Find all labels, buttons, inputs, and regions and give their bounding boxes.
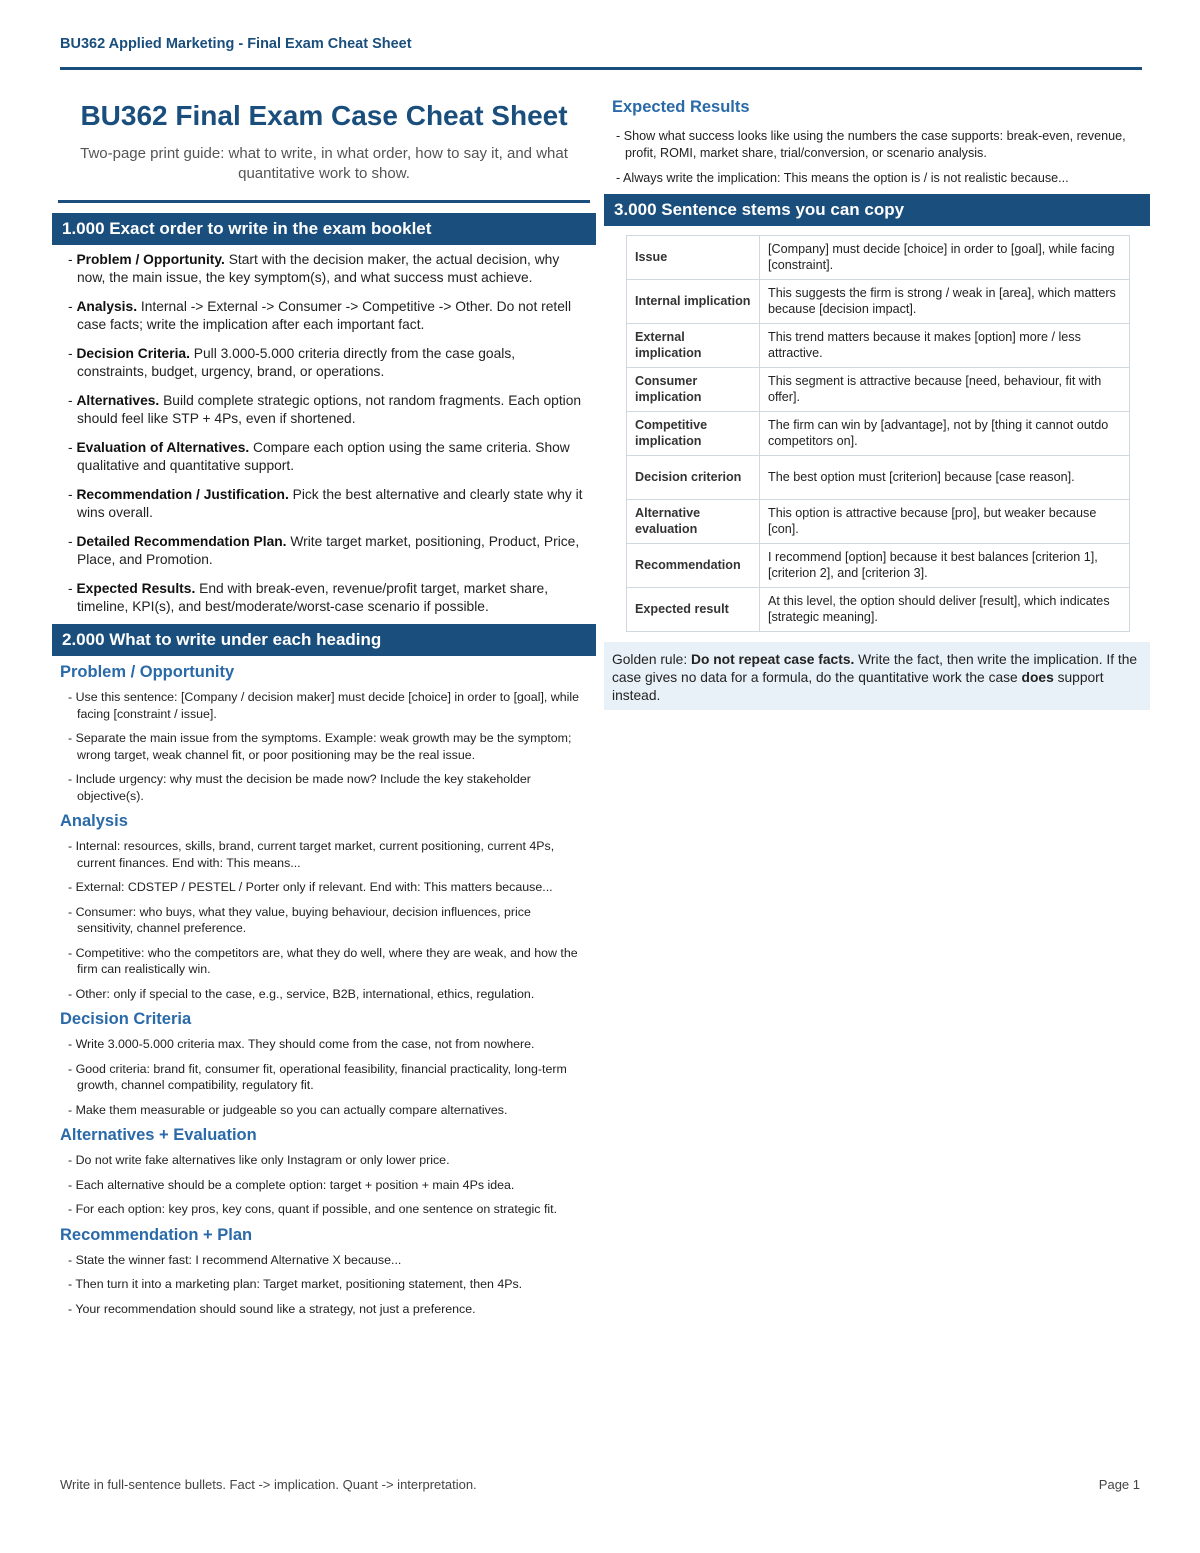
item-text: Internal -> External -> Consumer -> Competitive -> Other. Do not retell case facts; write the implication after each important fact.	[77, 299, 572, 332]
row-label: Decision criterion	[627, 455, 760, 499]
footer-note: Write in full-sentence bullets. Fact -> implication. Quant -> interpretation.	[60, 1477, 477, 1492]
list-item: - Do not write fake alternatives like only Instagram or only lower price.	[68, 1153, 450, 1167]
subheading-analysis: Analysis	[60, 812, 128, 830]
row-stem: This suggests the firm is strong / weak in [area], which matters because [decision impact].	[760, 279, 1130, 323]
item-lead: Problem / Opportunity.	[76, 252, 225, 267]
table-row	[627, 499, 1130, 543]
row-label: Recommendation	[627, 543, 760, 587]
list-item: - Each alternative should be a complete option: target + position + main 4Ps idea.	[68, 1177, 515, 1192]
list-item: - Evaluation of Alternatives. Compare each option using the same criteria. Show qualitative and quantitative support.	[68, 440, 570, 473]
item-text: End with break-even, revenue/profit target, market share, timeline, KPI(s), and best/moderate/worst-case scenario if possible.	[77, 581, 549, 614]
table-row	[627, 323, 1130, 367]
row-label: Competitive implication	[627, 411, 760, 455]
item-lead: Alternatives.	[76, 393, 160, 408]
list-item: - Alternatives. Build complete strategic options, not random fragments. Each option should feel like STP + 4Ps, even if shortened.	[68, 393, 582, 426]
row-stem: I recommend [option] because it best balances [criterion 1], [criterion 2], and [criterion 3].	[760, 543, 1130, 587]
item-lead: Recommendation / Justification.	[76, 487, 289, 502]
golden-text: Write the fact, then write the implication. If the case gives no data for a formula, do the quantitative work the case	[612, 651, 1138, 685]
row-label: Internal implication	[627, 279, 760, 323]
item-text: Pull 3.000-5.000 criteria directly from the case goals, constraints, budget, urgency, brand, or operations.	[77, 346, 516, 379]
document-subtitle: Two-page print guide: what to write, in what order, how to say it, and what quantitative work to show.	[80, 145, 568, 182]
subheading-recommendation: Recommendation + Plan	[60, 1225, 253, 1244]
list-item: - Show what success looks like using the numbers the case supports: break-even, revenue, profit, ROMI, market share, trial/conversion, or scenario analysis.	[616, 129, 1126, 160]
item-text: Pick the best alternative and clearly state why it wins overall.	[77, 487, 583, 520]
list-item: - Decision Criteria. Pull 3.000-5.000 criteria directly from the case goals, constraints, budget, urgency, brand, or operations.	[68, 346, 516, 379]
row-label: External implication	[627, 323, 760, 367]
list-item: - Problem / Opportunity. Start with the decision maker, the actual decision, why now, the main issue, the key symptom(s), and what success must achieve.	[68, 252, 560, 285]
list-item: - For each option: key pros, key cons, quant if possible, and one sentence on strategic fit.	[68, 1202, 558, 1216]
subheading-problem: Problem / Opportunity	[60, 663, 235, 681]
row-stem: At this level, the option should deliver [result], which indicates [strategic meaning].	[760, 587, 1130, 631]
list-item: - Competitive: who the competitors are, what they do well, where they are weak, and how the firm can realistically win.	[68, 945, 578, 976]
table-row	[627, 235, 1130, 279]
golden-rule-callout	[604, 642, 1150, 710]
list-item: - Consumer: who buys, what they value, buying behaviour, decision influences, price sensitivity, channel preference.	[68, 904, 531, 935]
list-item: - Detailed Recommendation Plan. Write target market, positioning, Product, Price, Place, and Promotion.	[68, 534, 580, 567]
list-item: - Good criteria: brand fit, consumer fit, operational feasibility, financial practicality, long-term growth, channel compatibility, regulatory fit.	[68, 1061, 567, 1092]
running-header-title: BU362 Applied Marketing - Final Exam Cheat Sheet	[60, 36, 412, 52]
golden-lead: Golden rule:	[612, 651, 691, 667]
page-header	[60, 36, 1142, 70]
item-text: Start with the decision maker, the actual decision, why now, the main issue, the key symptom(s), and what success must achieve.	[77, 252, 560, 285]
right-column	[604, 92, 1150, 710]
row-stem: [Company] must decide [choice] in order to [goal], while facing [constraint].	[760, 235, 1130, 279]
golden-text-end: support instead.	[612, 669, 1104, 703]
list-item: - Write 3.000-5.000 criteria max. They should come from the case, not from nowhere.	[68, 1037, 535, 1051]
item-text: Compare each option using the same criteria. Show qualitative and quantitative support.	[77, 440, 570, 473]
list-item: - Recommendation / Justification. Pick the best alternative and clearly state why it wins overall.	[68, 487, 583, 520]
subheading-alternatives: Alternatives + Evaluation	[60, 1126, 257, 1144]
item-lead: Evaluation of Alternatives.	[76, 440, 250, 455]
row-stem: This option is attractive because [pro], but weaker because [con].	[760, 499, 1130, 543]
item-text: Build complete strategic options, not random fragments. Each option should feel like STP + 4Ps, even if shortened.	[77, 393, 582, 426]
list-item: - Include urgency: why must the decision be made now? Include the key stakeholder objective(s).	[68, 772, 531, 803]
list-item: - Your recommendation should sound like a strategy, not just a preference.	[68, 1301, 476, 1316]
golden-emphasis-does: does	[1021, 669, 1054, 685]
writing-order-list	[52, 245, 596, 616]
subheading-expected-results: Expected Results	[612, 98, 750, 116]
left-column	[52, 92, 596, 1325]
list-item: - Always write the implication: This means the option is / is not realistic because...	[616, 171, 1069, 185]
list-item: - Make them measurable or judgeable so you can actually compare alternatives.	[68, 1102, 508, 1117]
table-row	[627, 279, 1130, 323]
sentence-stems-table	[626, 235, 1130, 632]
table-row	[627, 367, 1130, 411]
section-heading-1: 1.000 Exact order to write in the exam booklet	[52, 213, 596, 245]
list-item: - State the winner fast: I recommend Alternative X because...	[68, 1252, 402, 1267]
row-label: Consumer implication	[627, 367, 760, 411]
list-item: - Expected Results. End with break-even, revenue/profit target, market share, timeline, KPI(s), and best/moderate/worst-case scenario if possible.	[68, 581, 549, 614]
table-row	[627, 543, 1130, 587]
row-label: Alternative evaluation	[627, 499, 760, 543]
item-lead: Analysis.	[76, 299, 138, 314]
item-text: Write target market, positioning, Product, Price, Place, and Promotion.	[77, 534, 580, 567]
subheading-decision-criteria: Decision Criteria	[60, 1010, 192, 1028]
table-row	[627, 587, 1130, 631]
list-item: - Internal: resources, skills, brand, current target market, current positioning, current 4Ps, current finances. End with: This means...	[68, 839, 555, 870]
title-divider	[58, 200, 590, 203]
list-item: - Analysis. Internal -> External -> Consumer -> Competitive -> Other. Do not retell case facts; write the implication after each important fact.	[68, 299, 572, 332]
list-item: - Then turn it into a marketing plan: Target market, positioning statement, then 4Ps.	[68, 1277, 523, 1291]
section-heading-2: 2.000 What to write under each heading	[52, 624, 596, 656]
item-lead: Detailed Recommendation Plan.	[76, 534, 287, 549]
row-stem: This trend matters because it makes [option] more / less attractive.	[760, 323, 1130, 367]
row-stem: The best option must [criterion] because [case reason].	[760, 455, 1130, 499]
page-number: Page 1	[1098, 1477, 1140, 1492]
row-stem: The firm can win by [advantage], not by [thing it cannot outdo competitors on].	[760, 411, 1130, 455]
list-item: - External: CDSTEP / PESTEL / Porter only if relevant. End with: This matters because...	[68, 880, 553, 894]
row-label: Issue	[627, 235, 760, 279]
row-stem: This segment is attractive because [need, behaviour, fit with offer].	[760, 367, 1130, 411]
table-row	[627, 455, 1130, 499]
list-item: - Other: only if special to the case, e.g., service, B2B, international, ethics, regulation.	[68, 986, 535, 1001]
row-label: Expected result	[627, 587, 760, 631]
page-footer	[60, 1477, 1140, 1492]
item-lead: Expected Results.	[76, 581, 196, 596]
list-item: - Use this sentence: [Company / decision maker] must decide [choice] in order to [goal], while facing [constraint / issue].	[68, 690, 580, 721]
table-row	[627, 411, 1130, 455]
list-item: - Separate the main issue from the symptoms. Example: weak growth may be the symptom; wrong target, weak channel fit, or poor positioning may be the real issue.	[68, 731, 572, 762]
document-title: BU362 Final Exam Case Cheat Sheet	[80, 100, 568, 131]
golden-emphasis: Do not repeat case facts.	[691, 651, 855, 667]
item-lead: Decision Criteria.	[76, 346, 190, 361]
section-heading-3: 3.000 Sentence stems you can copy	[604, 194, 1150, 226]
